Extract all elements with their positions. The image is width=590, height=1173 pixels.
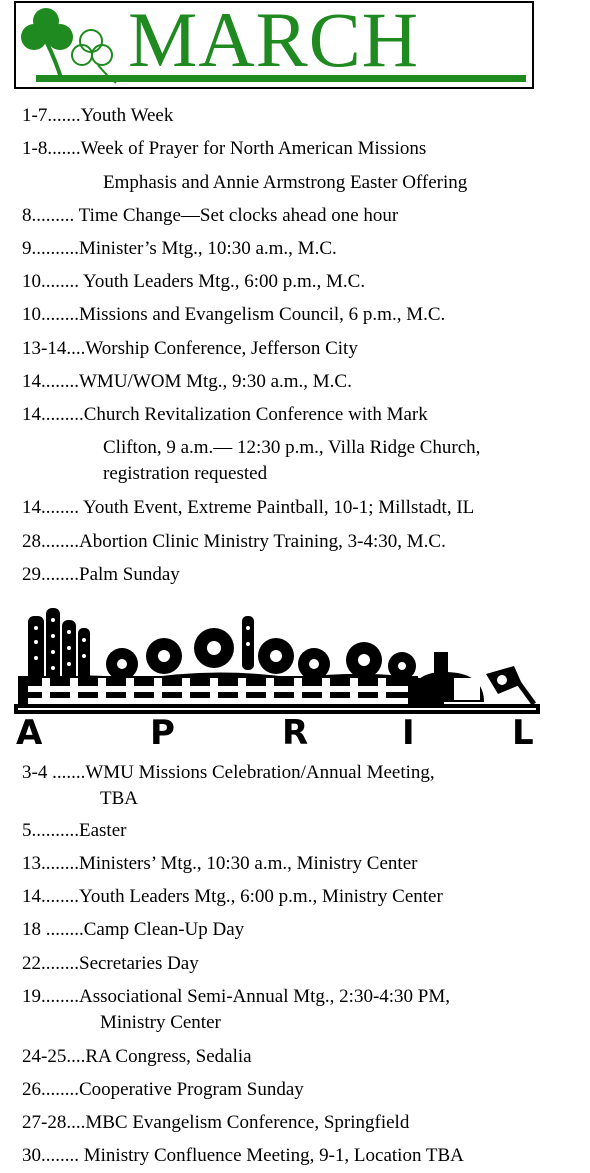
march-title: MARCH bbox=[128, 0, 420, 83]
event-item: 5..........Easter bbox=[22, 820, 127, 841]
april-letter: I bbox=[402, 713, 415, 748]
event-item: 26........Cooperative Program Sunday bbox=[22, 1079, 304, 1100]
event-item: 13........Ministers’ Mtg., 10:30 a.m., Ministry Center bbox=[22, 853, 418, 874]
watering-can-icon bbox=[410, 652, 484, 702]
april-banner bbox=[14, 608, 540, 748]
event-item: 29........Palm Sunday bbox=[22, 564, 180, 585]
april-letter: A bbox=[16, 713, 43, 748]
trowel-icon bbox=[486, 666, 534, 704]
event-item: 24-25....RA Congress, Sedalia bbox=[22, 1046, 252, 1067]
event-item: 30........ Ministry Confluence Meeting, 9-1, Location TBA bbox=[22, 1145, 464, 1166]
event-item: 14........Youth Leaders Mtg., 6:00 p.m., Ministry Center bbox=[22, 886, 443, 907]
event-item: 13-14....Worship Conference, Jefferson City bbox=[22, 338, 358, 359]
april-letter: R bbox=[282, 713, 309, 748]
event-item: 18 ........Camp Clean-Up Day bbox=[22, 919, 245, 940]
event-item: 1-8.......Week of Prayer for North American Missions Emphasis and Annie Armstrong Easter Offering bbox=[22, 138, 468, 193]
event-item: 14........WMU/WOM Mtg., 9:30 a.m., M.C. bbox=[22, 371, 352, 392]
event-item: 9..........Minister’s Mtg., 10:30 a.m., M.C. bbox=[22, 238, 337, 259]
event-item: 22........Secretaries Day bbox=[22, 953, 199, 974]
event-item: 27-28....MBC Evangelism Conference, Springfield bbox=[22, 1112, 410, 1133]
event-item: 3-4 .......WMU Missions Celebration/Annual Meeting, TBA bbox=[22, 762, 435, 809]
event-item: 10........Missions and Evangelism Council, 6 p.m., M.C. bbox=[22, 304, 446, 325]
march-banner bbox=[14, 1, 534, 89]
event-item: 10........ Youth Leaders Mtg., 6:00 p.m., M.C. bbox=[22, 271, 366, 292]
event-item: 28........Abortion Clinic Ministry Training, 3-4:30, M.C. bbox=[22, 531, 446, 552]
event-item: 8......... Time Change—Set clocks ahead one hour bbox=[22, 205, 399, 226]
april-letter: P bbox=[150, 713, 175, 748]
event-item: 14.........Church Revitalization Conference with Mark Clifton, 9 a.m.— 12:30 p.m., Villa Ridge Church, registration requested bbox=[22, 404, 481, 484]
event-item: 1-7.......Youth Week bbox=[22, 105, 174, 126]
event-item: 19........Associational Semi-Annual Mtg., 2:30-4:30 PM, Ministry Center bbox=[22, 986, 451, 1033]
april-letter: L bbox=[512, 713, 534, 748]
event-item: 14........ Youth Event, Extreme Paintball, 10-1; Millstadt, IL bbox=[22, 497, 475, 518]
